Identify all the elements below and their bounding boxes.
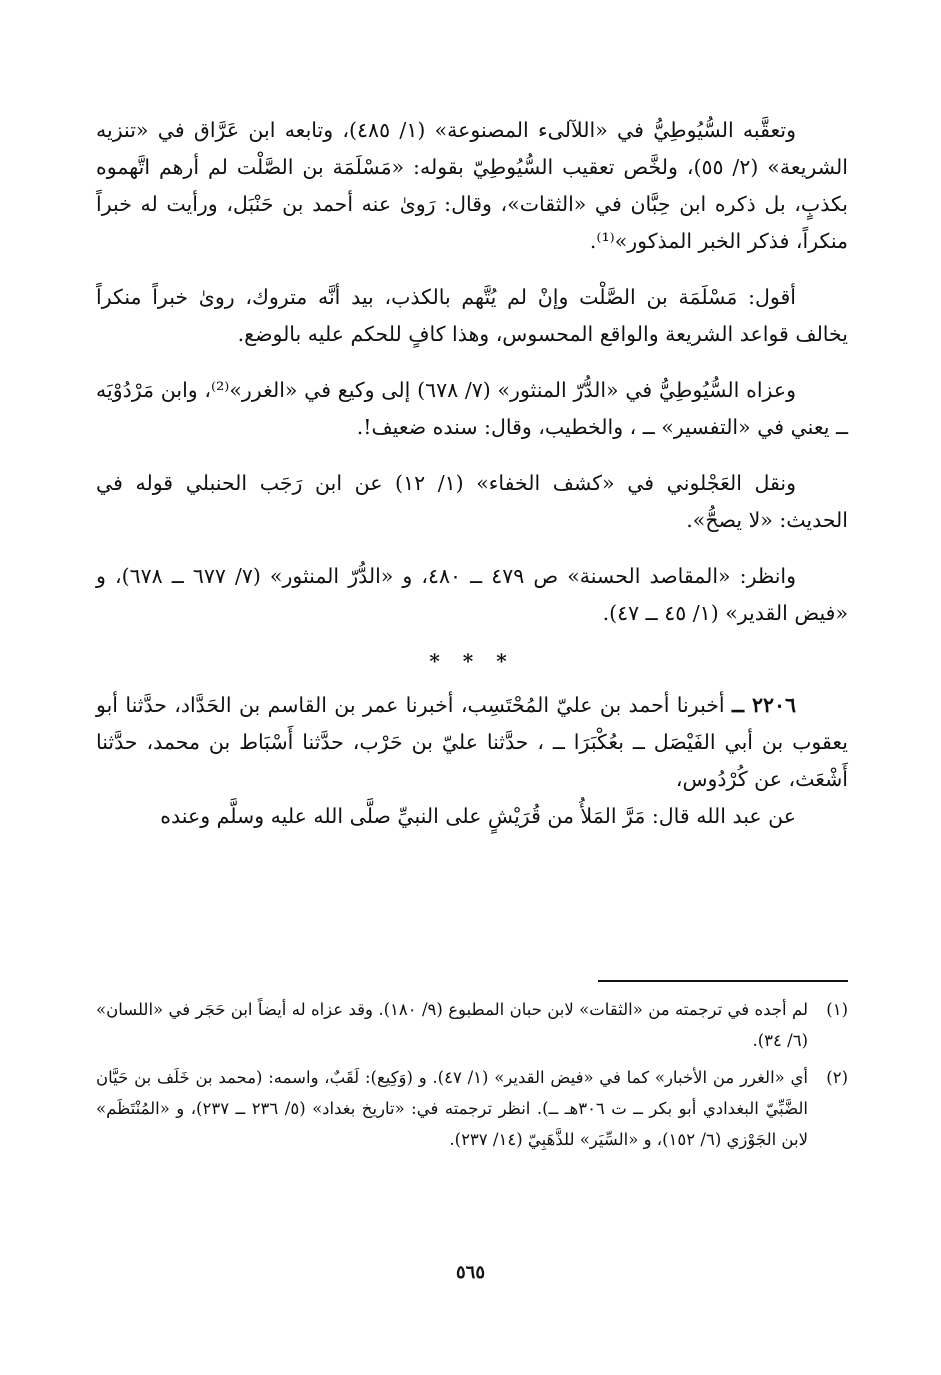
- footnote: [96, 994, 848, 1056]
- paragraph: وانظر: «المقاصد الحسنة» ص ٤٧٩ ــ ٤٨٠، و «الدُّرّ المنثور» (٧/ ٦٧٧ ــ ٦٧٨)، و «فيض القدير» (١/ ٤٥ ــ ٤٧).: [96, 564, 848, 625]
- paragraph: ونقل العَجْلوني في «كشف الخفاء» (١/ ١٢) عن ابن رَجَب الحنبلي قوله في الحديث: «لا يصحُّ».: [96, 471, 848, 532]
- hadith-matn: عن عبد الله قال: مَرَّ المَلأُ من قُرَيْشٍ على النبيِّ صلَّى الله عليه وسلَّم وعنده: [160, 804, 796, 828]
- footnotes: [96, 994, 848, 1161]
- paragraph: وعزاه السُّيُوطِيُّ في «الدُّرّ المنثور» (٧/ ٦٧٨) إلى وكيع في «الغرر»⁽²⁾، وابن مَرْدُوْيَه ــ يعني في «التفسير» ــ ، والخطيب، وقال: سنده ضعيف!.: [96, 378, 848, 439]
- footnote: [96, 1062, 848, 1155]
- section-separator: * * *: [429, 649, 515, 673]
- footnote-mark: (٢): [826, 1068, 848, 1087]
- paragraph: وتعقَّبه السُّيُوطِيُّ في «اللآلىء المصنوعة» (١/ ٤٨٥)، وتابعه ابن عَرَّاق في «تنزيه الشريعة» (٢/ ٥٥)، ولخَّص تعقيب السُّيُوطِيّ بقوله: «مَسْلَمَة بن الصَّلْت لم أرهم اتَّهموه بكذبٍ، بل ذكره ابن حِبَّان في «الثقات»، وقال: رَوىٰ عنه أحمد بن حَنْبَل، ورأيت له خبراً منكراً، فذكر الخبر المذكور»⁽¹⁾.: [96, 118, 848, 253]
- hadith-number: ٢٢٠٦ ــ: [731, 693, 796, 717]
- page-number: ٥٦٥: [455, 1262, 485, 1283]
- hadith-isnad: [96, 687, 848, 798]
- footnote-text: أي «الغرر من الأخبار» كما في «فيض القدير» (١/ ٤٧). و (وَكِيع): لَقَبٌ، واسمه: (محمد بن خَلَف بن حَيَّان الضَّبِّيّ البغدادي أبو بكر ــ ت ٣٠٦هـ ــ). انظر ترجمته في: «تاريخ بغداد» (٥/ ٢٣٦ ــ ٢٣٧)، و «المُنْتَظَم» لابن الجَوْزي (٦/ ١٥٢)، و «السِّيَر» للذَّهَبِيّ (١٤/ ٢٣٧).: [96, 1068, 808, 1149]
- main-text: [96, 112, 848, 854]
- paragraph: أقول: مَسْلَمَة بن الصَّلْت وإنْ لم يُتَّهم بالكذب، بيد أنَّه متروك، روىٰ خبراً منكراً يخالف قواعد الشريعة والواقع المحسوس، وهذا كافٍ للحكم عليه بالوضع.: [96, 285, 848, 346]
- footnote-mark: (١): [826, 1000, 848, 1019]
- footnote-divider: [598, 980, 848, 982]
- footnote-text: لم أجده في ترجمته من «الثقات» لابن حبان المطبوع (٩/ ١٨٠). وقد عزاه له أيضاً ابن حَجَر في «اللسان» (٦/ ٣٤).: [96, 1000, 808, 1050]
- hadith-isnad-text: أخبرنا أحمد بن عليّ المُحْتَسِب، أخبرنا عمر بن القاسم بن الحَدَّاد، حدَّثنا أبو يعقوب بن أبي الفَيْصَل ــ بعُكْبَرَا ــ ، حدَّثنا عليّ بن حَرْب، حدَّثنا أَسْبَاط بن محمد، حدَّثنا أَشْعَث، عن كُرْدُوس،: [96, 693, 848, 791]
